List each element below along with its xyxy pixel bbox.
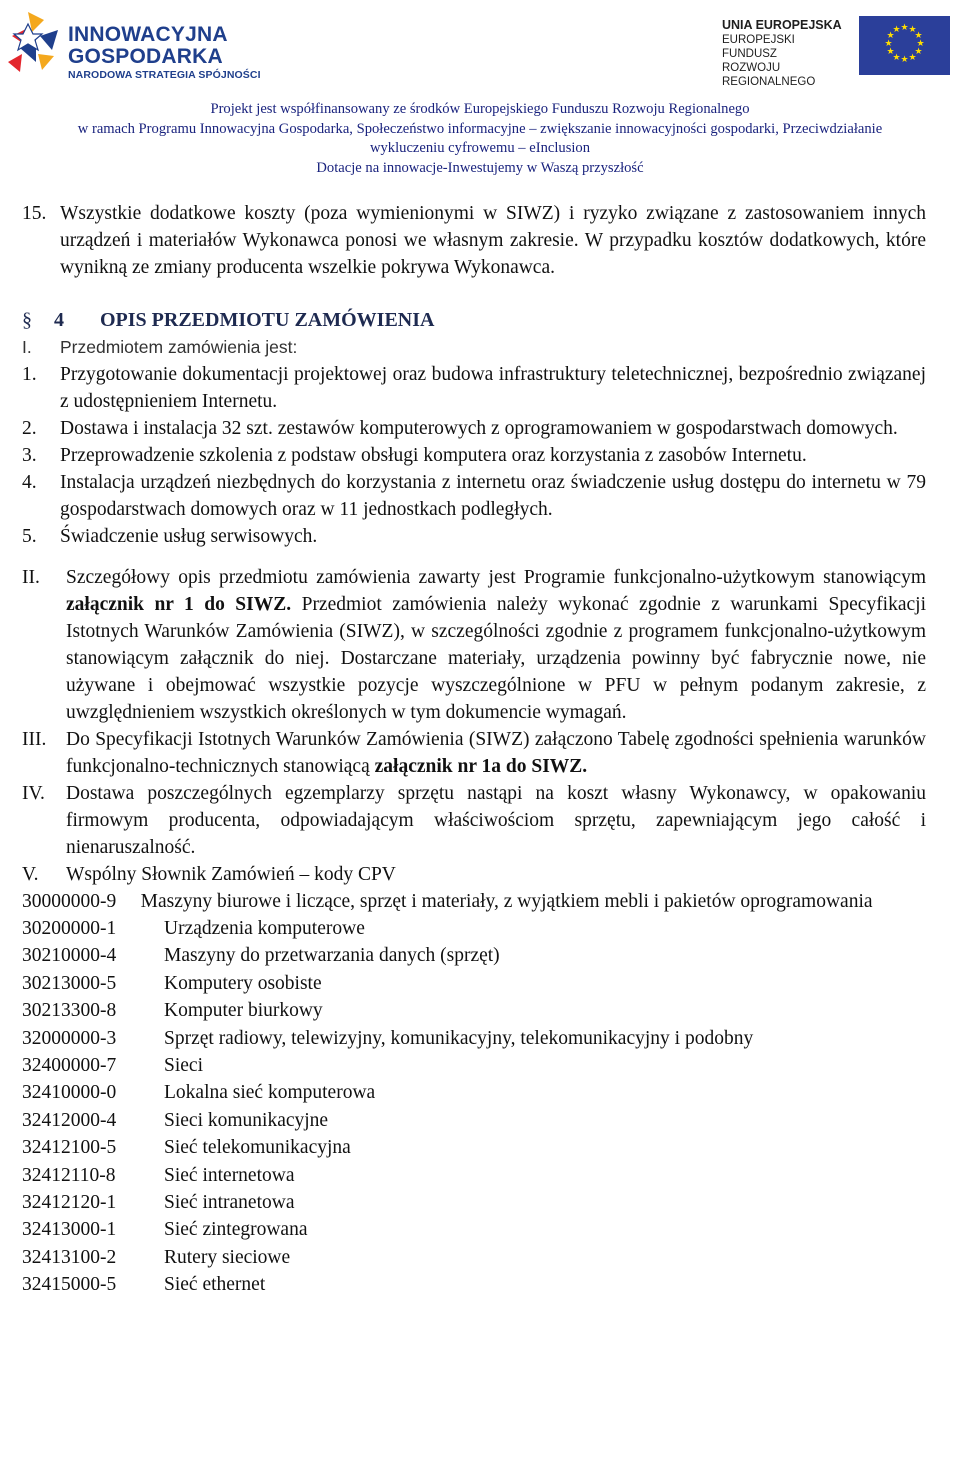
- logo-left-line2: GOSPODARKA: [68, 45, 223, 68]
- cpv-name: Sieć internetowa: [164, 1164, 295, 1186]
- svg-text:★: ★: [900, 23, 909, 33]
- cpv-code: 32410000-0: [22, 1082, 117, 1104]
- logo-right-line3: ROZWOJU REGIONALNEGO: [722, 62, 816, 88]
- part-3-number: III.: [22, 729, 47, 750]
- cpv-name: Maszyny do przetwarzania danych (sprzęt): [164, 945, 500, 967]
- cpv-row: [22, 997, 926, 1024]
- part-3-text: [66, 726, 926, 780]
- cpv-row: [22, 1079, 926, 1106]
- svg-text:★: ★: [900, 55, 909, 65]
- list-item: [22, 415, 926, 442]
- section-title: OPIS PRZEDMIOTU ZAMÓWIENIA: [100, 309, 435, 331]
- cpv-name: Komputer biurkowy: [164, 1000, 323, 1022]
- part-3: [22, 726, 926, 780]
- cpv-row: [22, 1107, 926, 1134]
- cpv-code: 32413100-2: [22, 1246, 117, 1268]
- svg-text:★: ★: [892, 53, 901, 63]
- cpv-row: [22, 942, 926, 969]
- part-3-bold: załącznik nr 1a do SIWZ.: [374, 756, 588, 777]
- cpv-name: Rutery sieciowe: [164, 1246, 291, 1268]
- list-item: [22, 523, 926, 550]
- item-15-number: 15.: [22, 203, 47, 224]
- cpv-code: 32000000-3: [22, 1027, 117, 1049]
- project-info: [0, 100, 960, 178]
- svg-text:★: ★: [908, 53, 917, 63]
- section-heading: [22, 307, 926, 334]
- part-4: [22, 780, 926, 861]
- cpv-row: [22, 1244, 926, 1271]
- part-4-text: Dostawa poszczególnych egzemplarzy sprzętu nastąpi na koszt własny Wykonawcy, w opakowaniu firmowym producenta, odpowiadającym właściwościom sprzętu, zapewniającym jego całość i nienaruszalność.: [66, 783, 926, 858]
- logo-left-line1: INNOWACYJNA: [68, 23, 228, 46]
- svg-text:★: ★: [914, 47, 923, 57]
- list-item-number: 4.: [22, 472, 37, 493]
- cpv-row: [22, 1216, 926, 1243]
- unia-europejska-logo: [722, 14, 954, 88]
- part-2: [22, 564, 926, 726]
- project-line-3: wykluczeniu cyfrowemu – eInclusion: [369, 140, 591, 156]
- cpv-row: [22, 1189, 926, 1216]
- cpv-code: 30210000-4: [22, 945, 117, 967]
- part-2-text: [66, 564, 926, 726]
- cpv-code: 30213000-5: [22, 972, 117, 994]
- cpv-code: 32415000-5: [22, 1274, 117, 1296]
- cpv-name: Sieci: [164, 1054, 203, 1076]
- logo-left-line3: NARODOWA STRATEGIA SPÓJNOŚCI: [68, 69, 261, 81]
- svg-text:★: ★: [884, 39, 893, 49]
- cpv-code: 32412120-1: [22, 1191, 117, 1213]
- part-1-text: Przedmiotem zamówienia jest:: [60, 337, 298, 357]
- cpv-name: Urządzenia komputerowe: [164, 918, 365, 939]
- project-line-4: Dotacje na innowacje-Inwestujemy w Waszą przyszłość: [316, 159, 644, 176]
- cpv-row: [22, 1162, 926, 1189]
- cpv-code: 30000000-9: [22, 891, 117, 912]
- list-item-number: 1.: [22, 364, 37, 385]
- part-2-number: II.: [22, 567, 40, 588]
- cpv-first-entry: [22, 888, 926, 915]
- list-item: [22, 361, 926, 415]
- cpv-code: 32412110-8: [22, 1164, 116, 1186]
- cpv-row: [22, 915, 926, 942]
- svg-text:★: ★: [914, 31, 923, 41]
- list-item-text: Instalacja urządzeń niezbędnych do korzystania z internetu oraz świadczenie usług dostępu do internetu w 79 gospodarstwach domowych oraz w 11 jednostkach podległych.: [60, 472, 926, 520]
- cpv-code: 32412100-5: [22, 1137, 117, 1159]
- list-item-number: 3.: [22, 445, 37, 466]
- svg-text:★: ★: [908, 25, 917, 35]
- part-2-text-a: Szczegółowy opis przedmiotu zamówienia zawarty jest Programie funkcjonalno-użytkowym stanowiącym: [66, 567, 926, 588]
- item-15: [22, 200, 926, 281]
- part-1-heading: [22, 334, 926, 361]
- cpv-name: Lokalna sieć komputerowa: [164, 1082, 376, 1104]
- part-5-number: V.: [22, 864, 39, 885]
- cpv-name: Komputery osobiste: [164, 972, 322, 994]
- cpv-name: Sieć intranetowa: [164, 1191, 295, 1213]
- cpv-name: Maszyny biurowe i liczące, sprzęt i materiały, z wyjątkiem mebli i pakietów oprogramowania: [140, 891, 873, 912]
- cpv-row: [22, 1025, 926, 1052]
- list-item-number: 2.: [22, 418, 37, 439]
- section-number: 4: [54, 309, 64, 331]
- section-sign: §: [22, 309, 32, 331]
- document-body: [22, 200, 926, 1298]
- part-1-number: I.: [22, 337, 32, 357]
- logo-right-line1: UNIA EUROPEJSKA: [722, 18, 842, 32]
- cpv-row: [22, 1052, 926, 1079]
- cpv-name: Sieć ethernet: [164, 1274, 266, 1296]
- part-5: [22, 861, 926, 888]
- list-item-number: 5.: [22, 526, 37, 547]
- eu-stars-icon: [859, 16, 950, 75]
- svg-text:★: ★: [892, 25, 901, 35]
- cpv-row: [22, 1134, 926, 1161]
- cpv-code: 32412000-4: [22, 1109, 117, 1131]
- project-line-1: Projekt jest współfinansowany ze środków Europejskiego Funduszu Rozwoju Regionalnego: [210, 101, 750, 117]
- cpv-code: 30213300-8: [22, 1000, 117, 1022]
- cpv-name: Sieć telekomunikacyjna: [164, 1137, 351, 1159]
- eu-flag-icon: [859, 16, 950, 75]
- part-2-text-b: Przedmiot zamówienia należy wykonać zgodnie z warunkami Specyfikacji Istotnych Warunków Zamówienia (SIWZ), w szczególności zgodnie z programem funkcjonalno-użytkowym stanowiącym załącznik do niej. Dostarczane materiały, urządzenia powinny być fabrycznie nowe, nie używane i obejmować wszystkie pozycje wyszczególnione w PFU w pełnym podanym zakresie, z uwzględnieniem wszystkich określonych w tym dokumencie wymagań.: [66, 594, 926, 723]
- cpv-row: [22, 1271, 926, 1298]
- cpv-code: 32400000-7: [22, 1054, 117, 1076]
- innowacyjna-gospodarka-emblem-icon: [6, 10, 68, 76]
- cpv-row: [22, 970, 926, 997]
- item-15-text: Wszystkie dodatkowe koszty (poza wymienionymi w SIWZ) i ryzyko związane z zastosowaniem innych urządzeń i materiałów Wykonawca ponosi we własnym zakresie. W przypadku kosztów dodatkowych, które wynikną ze zmiany producenta wszelkie pokrywa Wykonawca.: [60, 203, 926, 278]
- cpv-name: Sieci komunikacyjne: [164, 1109, 329, 1131]
- part-2-bold: załącznik nr 1 do SIWZ.: [66, 594, 292, 615]
- list-item-text: Przygotowanie dokumentacji projektowej oraz budowa infrastruktury teletechnicznej, bezpośrednio związanej z udostępnieniem Internetu.: [60, 364, 926, 412]
- part-5-text: Wspólny Słownik Zamówień – kody CPV: [66, 864, 396, 885]
- project-line-2: w ramach Programu Innowacyjna Gospodarka, Społeczeństwo informacyjne – zwiększanie innowacyjności gospodarki, Przeciwdziałanie: [77, 120, 883, 137]
- cpv-code: 30200000-1: [22, 918, 117, 939]
- svg-text:★: ★: [916, 39, 925, 49]
- list-item: [22, 442, 926, 469]
- cpv-list: [22, 915, 926, 1298]
- list-item: [22, 469, 926, 523]
- list-item-text: Dostawa i instalacja 32 szt. zestawów komputerowych z oprogramowaniem w gospodarstwach domowych.: [60, 418, 898, 439]
- part-4-number: IV.: [22, 783, 45, 804]
- logo-right-line2: EUROPEJSKI FUNDUSZ: [722, 34, 795, 60]
- svg-text:★: ★: [886, 31, 895, 41]
- svg-text:★: ★: [886, 47, 895, 57]
- cpv-code: 32413000-1: [22, 1219, 117, 1241]
- part-3-text-a: Do Specyfikacji Istotnych Warunków Zamówienia (SIWZ) załączono Tabelę zgodności spełnienia warunków funkcjonalno-technicznych stanowiącą: [66, 729, 926, 777]
- cpv-name: Sieć zintegrowana: [164, 1219, 308, 1241]
- cpv-name: Sprzęt radiowy, telewizyjny, komunikacyjny, telekomunikacyjny i podobny: [164, 1027, 754, 1049]
- list-item-text: Przeprowadzenie szkolenia z podstaw obsługi komputera oraz korzystania z zasobów Internetu.: [60, 445, 807, 466]
- innowacyjna-gospodarka-logo: [6, 10, 266, 80]
- list-item-text: Świadczenie usług serwisowych.: [60, 526, 318, 547]
